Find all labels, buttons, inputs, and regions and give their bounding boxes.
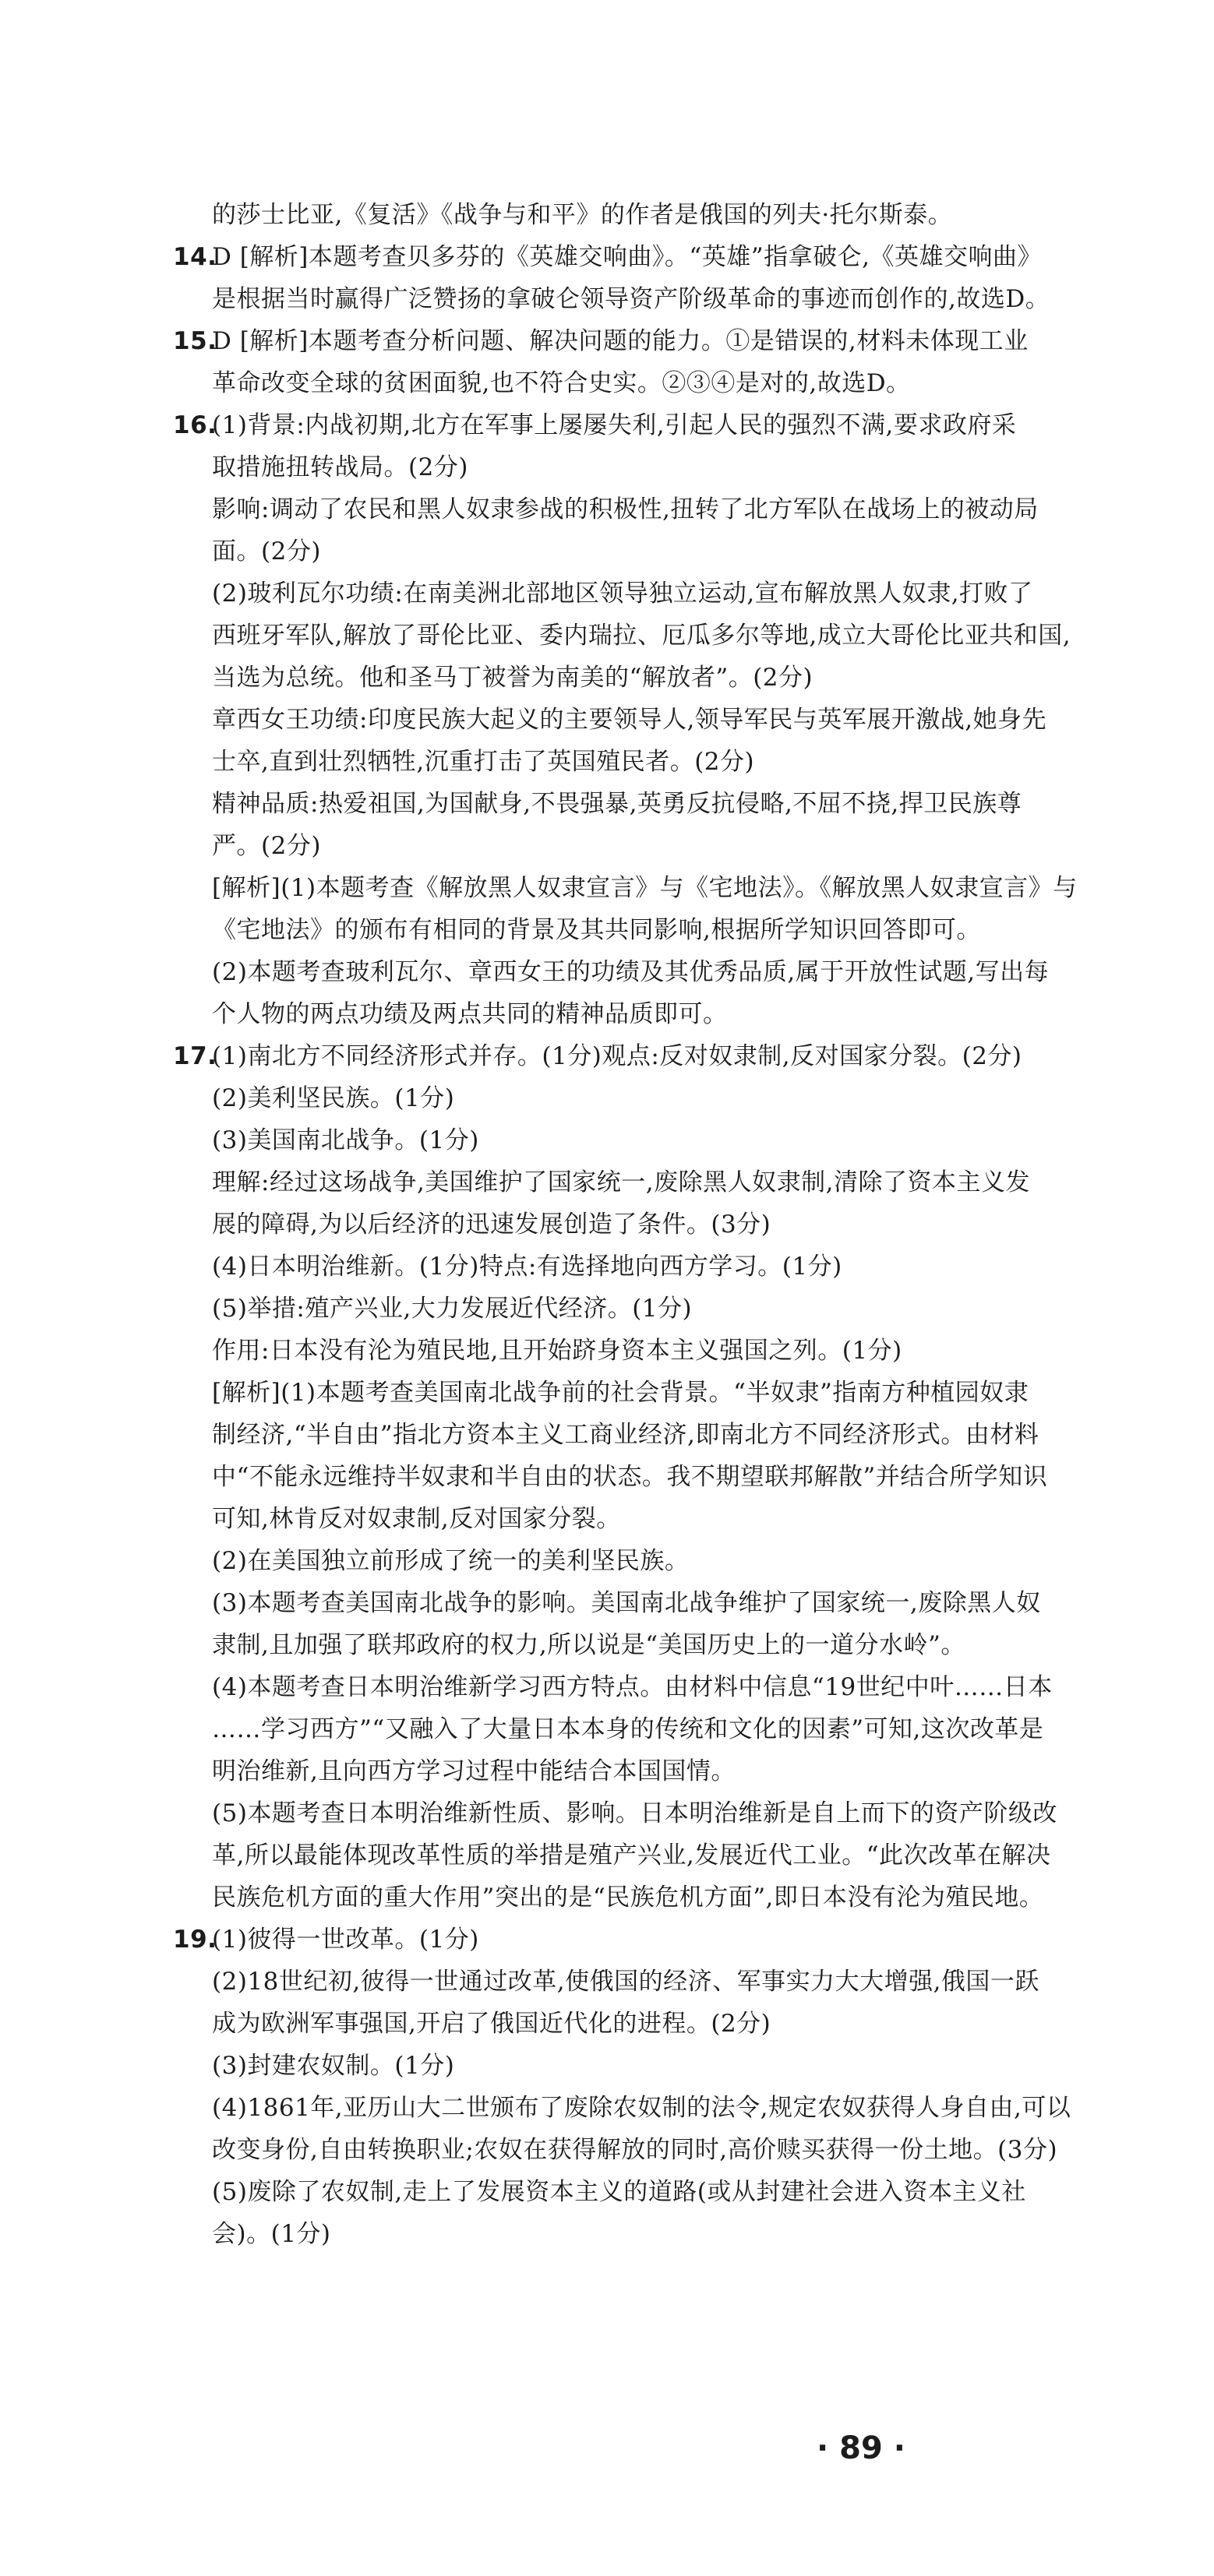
answer-line [210,2094,1177,2136]
answer-text: 制经济,“半自由”指北方资本主义工商业经济,即南北方不同经济形式。由材料 [212,1421,1039,1449]
answer-text: 精神品质:热爱祖国,为国献身,不畏强暴,英勇反抗侵略,不屈不挠,捍卫民族尊 [212,790,1022,818]
answer-text: 隶制,且加强了联邦政府的权力,所以说是“美国历史上的一道分水岭”。 [212,1631,965,1659]
answer-text: 个人物的两点功绩及两点共同的精神品质即可。 [212,1000,728,1028]
answer-text: 严。(2分) [212,832,321,860]
answer-text: 会)。(1分) [212,2220,331,2248]
answer-line [210,790,1177,832]
answer-text: D [解析]本题考查分析问题、解决问题的能力。①是错误的,材料未体现工业 [212,327,1029,355]
answer-line [210,1715,1177,1757]
answer-text: (5)废除了农奴制,走上了发展资本主义的道路(或从封建社会进入资本主义社 [212,2178,1026,2206]
answer-text: 士卒,直到壮烈牺牲,沉重打击了英国殖民者。(2分) [212,748,755,776]
answer-line [210,1505,1177,1547]
answer-text: 作用:日本没有沦为殖民地,且开始跻身资本主义强国之列。(1分) [212,1337,902,1365]
answer-line [210,748,1177,790]
answer-text: (4)1861年,亚历山大二世颁布了废除农奴制的法令,规定农奴获得人身自由,可以 [212,2094,1071,2122]
answer-text: (2)本题考查玻利瓦尔、章西女王的功绩及其优秀品质,属于开放性试题,写出每 [212,958,1050,986]
answer-line [210,285,1177,327]
question-number: 17. [173,1042,217,1070]
answer-line [210,1673,1177,1715]
answer-text: 明治维新,且向西方学习过程中能结合本国国情。 [212,1757,736,1785]
answer-line [210,1841,1177,1884]
answer-text: 影响:调动了农民和黑人奴隶参战的积极性,扭转了北方军队在战场上的被动局 [212,495,1039,523]
answer-text-block [173,201,1177,2262]
answer-text: (4)本题考查日本明治维新学习西方特点。由材料中信息“19世纪中叶……日本 [212,1673,1053,1701]
answer-line [210,1253,1177,1295]
answer-text: 取措施扭转战局。(2分) [212,453,468,481]
answer-line [210,874,1177,916]
answer-text: (3)本题考查美国南北战争的影响。美国南北战争维护了国家统一,废除黑人奴 [212,1589,1041,1617]
answer-text: 理解:经过这场战争,美国维护了国家统一,废除黑人奴隶制,清除了资本主义发 [212,1168,1031,1196]
answer-line [210,1547,1177,1589]
answer-text: [解析](1)本题考查美国南北战争前的社会背景。“半奴隶”指南方种植园奴隶 [212,1379,1029,1407]
answer-text: 展的障碍,为以后经济的迅速发展创造了条件。(3分) [212,1210,771,1239]
answer-text: (3)美国南北战争。(1分) [212,1126,479,1154]
answer-text: 成为欧洲军事强国,开启了俄国近代化的进程。(2分) [212,2010,771,2038]
answer-line [173,327,1177,369]
answer-text: D [解析]本题考查贝多芬的《英雄交响曲》。“英雄”指拿破仑,《英雄交响曲》 [212,243,1042,271]
answer-text: 革,所以最能体现改革性质的举措是殖产兴业,发展近代工业。“此次改革在解决 [212,1841,1051,1869]
answer-text: 章西女王功绩:印度民族大起义的主要领导人,领导军民与英军展开激战,她身先 [212,706,1047,734]
answer-line [210,369,1177,411]
answer-line [210,1379,1177,1421]
answer-line [210,2178,1177,2220]
answer-text: (4)日本明治维新。(1分)特点:有选择地向西方学习。(1分) [212,1253,842,1281]
answer-line [210,1884,1177,1926]
answer-line [210,1968,1177,2010]
answer-text: (2)美利坚民族。(1分) [212,1084,455,1112]
answer-line [210,622,1177,664]
question-number: 19. [173,1926,217,1954]
answer-line [210,1589,1177,1631]
question-number: 15. [173,327,217,355]
answer-line [210,453,1177,495]
answer-line [210,1337,1177,1379]
answer-line [173,1926,1177,1968]
answer-line [210,1295,1177,1337]
answer-line [210,1000,1177,1042]
answer-text: (2)在美国独立前形成了统一的美利坚民族。 [212,1547,690,1575]
answer-line [210,1463,1177,1505]
answer-text: 可知,林肯反对奴隶制,反对国家分裂。 [212,1505,621,1533]
answer-line [210,1126,1177,1168]
answer-line [210,1631,1177,1673]
answer-line [210,537,1177,580]
answer-line [173,243,1177,285]
answer-line [210,664,1177,706]
answer-text: (3)封建农奴制。(1分) [212,2052,455,2080]
answer-text: 当选为总统。他和圣马丁被誉为南美的“解放者”。(2分) [212,664,813,692]
page-number: · 89 · [817,2430,905,2466]
answer-text: [解析](1)本题考查《解放黑人奴隶宣言》与《宅地法》。《解放黑人奴隶宣言》与 [212,874,1078,902]
answer-line [210,1084,1177,1126]
answer-text: 革命改变全球的贫困面貌,也不符合史实。②③④是对的,故选D。 [212,369,911,397]
answer-text: (1)南北方不同经济形式并存。(1分)观点:反对奴隶制,反对国家分裂。(2分) [212,1042,1022,1070]
answer-line [173,411,1177,453]
answer-line [210,2136,1177,2178]
answer-text: (1)彼得一世改革。(1分) [212,1926,479,1954]
answer-line [210,1168,1177,1210]
answer-line [210,706,1177,748]
answer-line [210,580,1177,622]
answer-text: 民族危机方面的重大作用”突出的是“民族危机方面”,即日本没有沦为殖民地。 [212,1884,1044,1912]
answer-line [210,2010,1177,2052]
answer-line [210,201,1177,243]
answer-line [210,958,1177,1000]
question-number: 16. [173,411,217,439]
answer-text: 是根据当时赢得广泛赞扬的拿破仑领导资产阶级革命的事迹而创作的,故选D。 [212,285,1050,313]
answer-line [210,1421,1177,1463]
answer-line [210,1757,1177,1799]
answer-text: 西班牙军队,解放了哥伦比亚、委内瑞拉、厄瓜多尔等地,成立大哥伦比亚共和国, [212,622,1071,650]
question-number: 14. [173,243,217,271]
answer-line [173,1042,1177,1084]
answer-text: 中“不能永远维持半奴隶和半自由的状态。我不期望联邦解散”并结合所学知识 [212,1463,1048,1491]
answer-line [210,1210,1177,1253]
answer-text: (5)本题考查日本明治维新性质、影响。日本明治维新是自上而下的资产阶级改 [212,1799,1057,1827]
answer-text: (2)玻利瓦尔功绩:在南美洲北部地区领导独立运动,宣布解放黑人奴隶,打败了 [212,580,1033,608]
answer-text: ……学习西方”“又融入了大量日本本身的传统和文化的因素”可知,这次改革是 [212,1715,1044,1743]
answer-text: 《宅地法》的颁布有相同的背景及其共同影响,根据所学知识回答即可。 [212,916,981,944]
answer-text: 改变身份,自由转换职业;农奴在获得解放的同时,高价赎买获得一份土地。(3分) [212,2136,1058,2164]
answer-text: (1)背景:内战初期,北方在军事上屡屡失利,引起人民的强烈不满,要求政府采 [212,411,1017,439]
answer-text: (5)举措:殖产兴业,大力发展近代经济。(1分) [212,1295,693,1323]
answer-text: (2)18世纪初,彼得一世通过改革,使俄国的经济、军事实力大大增强,俄国一跃 [212,1968,1039,1996]
answer-line [210,916,1177,958]
answer-text: 的莎士比亚,《复活》《战争与和平》的作者是俄国的列夫·托尔斯泰。 [212,201,953,229]
answer-line [210,2052,1177,2094]
answer-text: 面。(2分) [212,537,321,566]
answer-line [210,495,1177,537]
answer-line [210,832,1177,874]
answer-line [210,1799,1177,1841]
answer-line [210,2220,1177,2262]
